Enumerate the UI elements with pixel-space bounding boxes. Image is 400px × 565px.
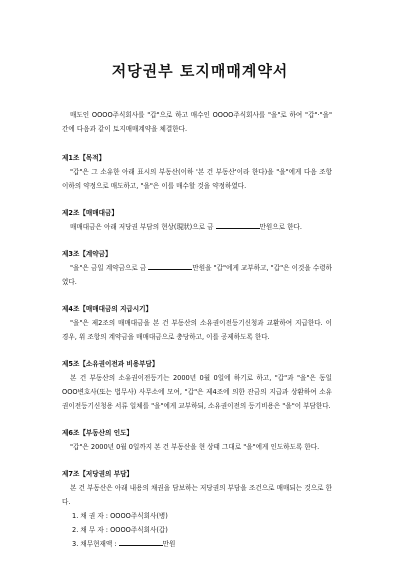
article-2-text-after: 만원으로 한다. (259, 223, 302, 231)
price-blank[interactable] (216, 221, 260, 229)
article-6-text: "갑"은 2000년 0월 0일까지 본 건 부동산을 현 상태 그대로 "을"에게 인도하도록 한다. (70, 443, 320, 451)
document-body (62, 108, 332, 564)
article-5 (62, 357, 332, 413)
debt-amount-blank[interactable] (119, 538, 163, 546)
deposit-blank[interactable] (148, 262, 192, 270)
document-title: 저당권부 토지매매계약서 (111, 62, 289, 80)
article-2-title: 제2조【매매대금】 (62, 209, 118, 217)
article-4-text: "을"은 제2조의 매매대금을 본 건 부동산의 소유권이전등기신청과 교환하여 지급한다. 이 경우, 위 조항의 계약금을 매매대금으로 충당하고, 이를 공제하도록 한다. (62, 319, 332, 341)
article-6-title: 제6조【부동산의 인도】 (62, 429, 134, 437)
article-2-text-before: 매매대금은 아래 저당권 부담의 현상(現狀)으로 금 (70, 223, 216, 231)
list-item (72, 537, 332, 551)
article-1 (62, 151, 332, 193)
article-3-text-before: "을"은 금일 계약금으로 금 (70, 264, 149, 272)
article-3 (62, 247, 332, 289)
article-2 (62, 206, 332, 234)
article-7-text: 본 건 부동산은 아래 내용의 채권을 담보하는 저당권의 부담을 조건으로 매매되는 것으로 한다. (62, 484, 332, 506)
list-item-label: 3. 채무현재액 : (72, 540, 119, 548)
article-5-text: 본 건 부동산의 소유권이전등기는 2000년 0월 0일에 하기로 하고, "갑"과 "을"은 동일 OOO변호사(또는 법무사) 사무소에 모여, "갑"은 제4조에 의한 잔금의 지급과 상환하여 소유권이전등기신청용 서류 일체를 "을"에게 교부하되, 소유권이전의 등기비용은 "을"이 부담한다. (62, 374, 332, 410)
list-item: 1. 채 권 자 : OOOO주식회사(병) (72, 512, 168, 520)
list-item: 2. 채 무 자 : OOOO주식회사(갑) (72, 526, 168, 534)
article-6 (62, 426, 332, 454)
article-1-title: 제1조【목적】 (62, 154, 106, 162)
article-3-title: 제3조【계약금】 (62, 250, 112, 258)
article-2-text (62, 220, 332, 234)
article-3-text (62, 261, 332, 289)
article-3-text-after: 만원을 "갑"에게 교부하고, "갑"은 이것을 수령하였다. (62, 264, 333, 286)
list-item-suffix: 만원 (162, 540, 176, 548)
article-4-title: 제4조【매매대금의 지급시기】 (62, 305, 153, 313)
article-4 (62, 302, 332, 344)
intro-paragraph: 매도인 OOOO주식회사를 "갑"으로 하고 매수인 OOOO주식회사를 "을"로 하여 "갑"·"을" 간에 다음과 같이 토지매매계약을 체결한다. (62, 111, 332, 133)
article-7-title: 제7조【저당권의 부담】 (62, 470, 134, 478)
creditor-list (62, 509, 332, 551)
article-5-title: 제5조【소유권이전과 비용부담】 (62, 360, 159, 368)
article-1-text: "갑"은 그 소유한 아래 표시의 부동산(이하 '본 건 부동산'이라 한다)을 "을"에게 다음 조항 이하의 약정으로 매도하고, "을"은 이를 매수할 것을 약정하였다. (62, 168, 332, 190)
article-7 (62, 467, 332, 551)
